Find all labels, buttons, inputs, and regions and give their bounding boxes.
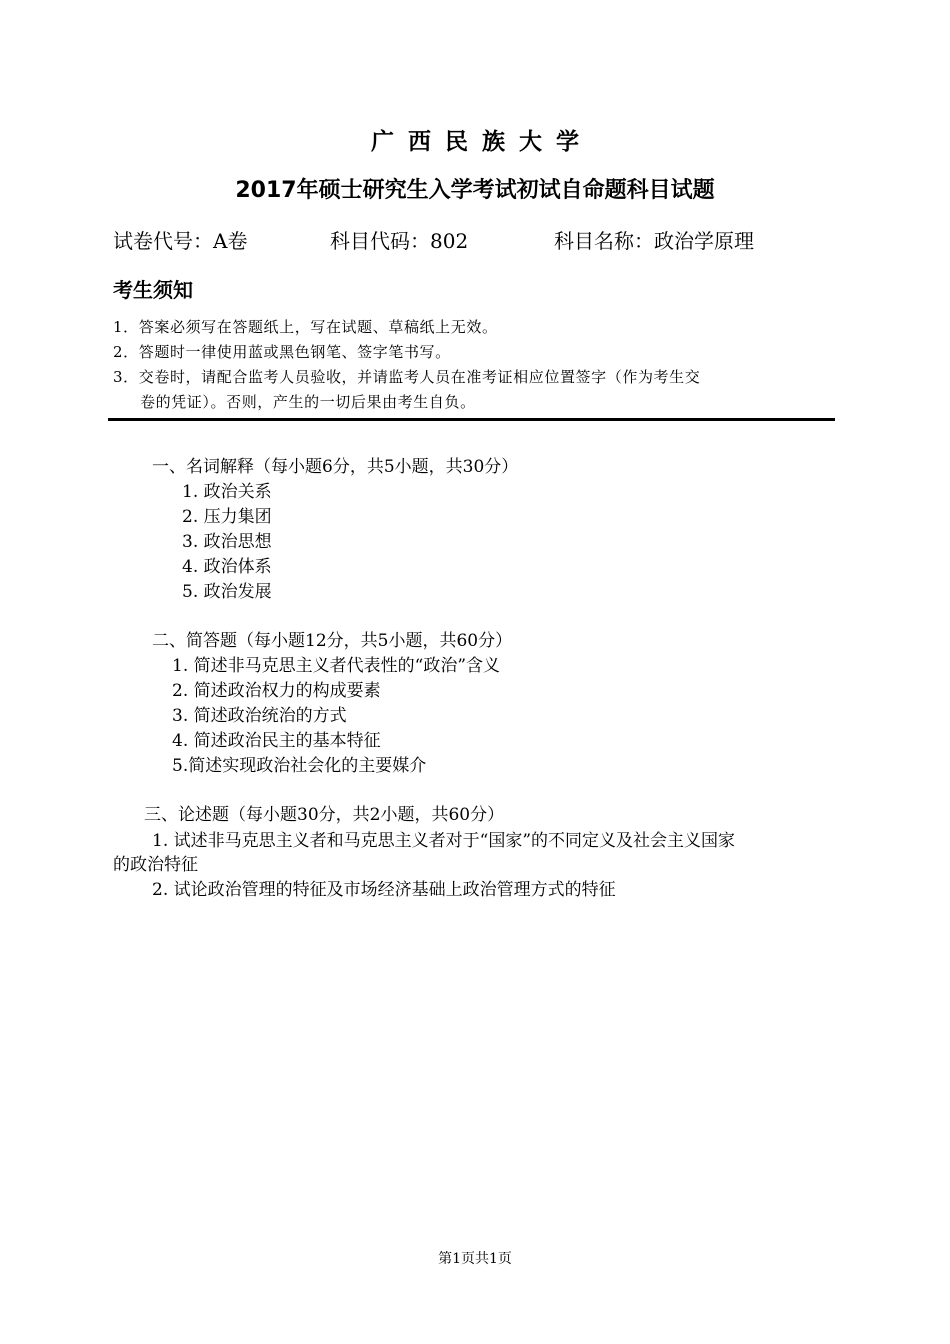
- university-name: 广西民族大学: [371, 129, 593, 155]
- question-item: 5. 政治发展: [182, 582, 272, 602]
- section-title: 三、论述题（每小题30分，共2小题，共60分）: [144, 805, 505, 825]
- exam-title: 2017年硕士研究生入学考试初试自命题科目试题: [235, 178, 715, 203]
- question-item: 4. 政治体系: [182, 557, 272, 577]
- paper-code: 试卷代号：A卷: [113, 229, 248, 253]
- question-item: 1. 试述非马克思主义者和马克思主义者对于“国家”的不同定义及社会主义国家: [152, 831, 736, 851]
- question-item: 2. 试论政治管理的特征及市场经济基础上政治管理方式的特征: [152, 880, 616, 900]
- notice-item: 3．交卷时，请配合监考人员验收，并请监考人员在准考证相应位置签字（作为考生交: [113, 368, 701, 386]
- question-item: 1. 简述非马克思主义者代表性的“政治”含义: [172, 656, 501, 676]
- question-item: 3. 政治思想: [182, 532, 272, 552]
- page-number: 第1页共1页: [438, 1251, 512, 1267]
- notice-title: 考生须知: [113, 278, 193, 302]
- notice-item: 1．答案必须写在答题纸上，写在试题、草稿纸上无效。: [113, 318, 498, 336]
- question-item: 1. 政治关系: [182, 482, 272, 502]
- question-item: 4. 简述政治民主的基本特征: [172, 731, 381, 751]
- divider-rule: [108, 418, 835, 421]
- question-item: 3. 简述政治统治的方式: [172, 706, 347, 726]
- notice-item: 卷的凭证）。否则，产生的一切后果由考生自负。: [140, 393, 476, 411]
- notice-item: 2．答题时一律使用蓝或黑色钢笔、签字笔书写。: [113, 343, 451, 361]
- subject-code: 科目代码：802: [330, 229, 469, 253]
- question-item-continued: 的政治特征: [113, 855, 198, 875]
- question-item: 2. 简述政治权力的构成要素: [172, 681, 381, 701]
- question-item: 2. 压力集团: [182, 507, 272, 527]
- subject-name: 科目名称：政治学原理: [554, 229, 754, 253]
- section-title: 二、简答题（每小题12分，共5小题，共60分）: [152, 631, 513, 651]
- section-title: 一、名词解释（每小题6分，共5小题，共30分）: [152, 457, 519, 477]
- question-item: 5.简述实现政治社会化的主要媒介: [172, 756, 427, 776]
